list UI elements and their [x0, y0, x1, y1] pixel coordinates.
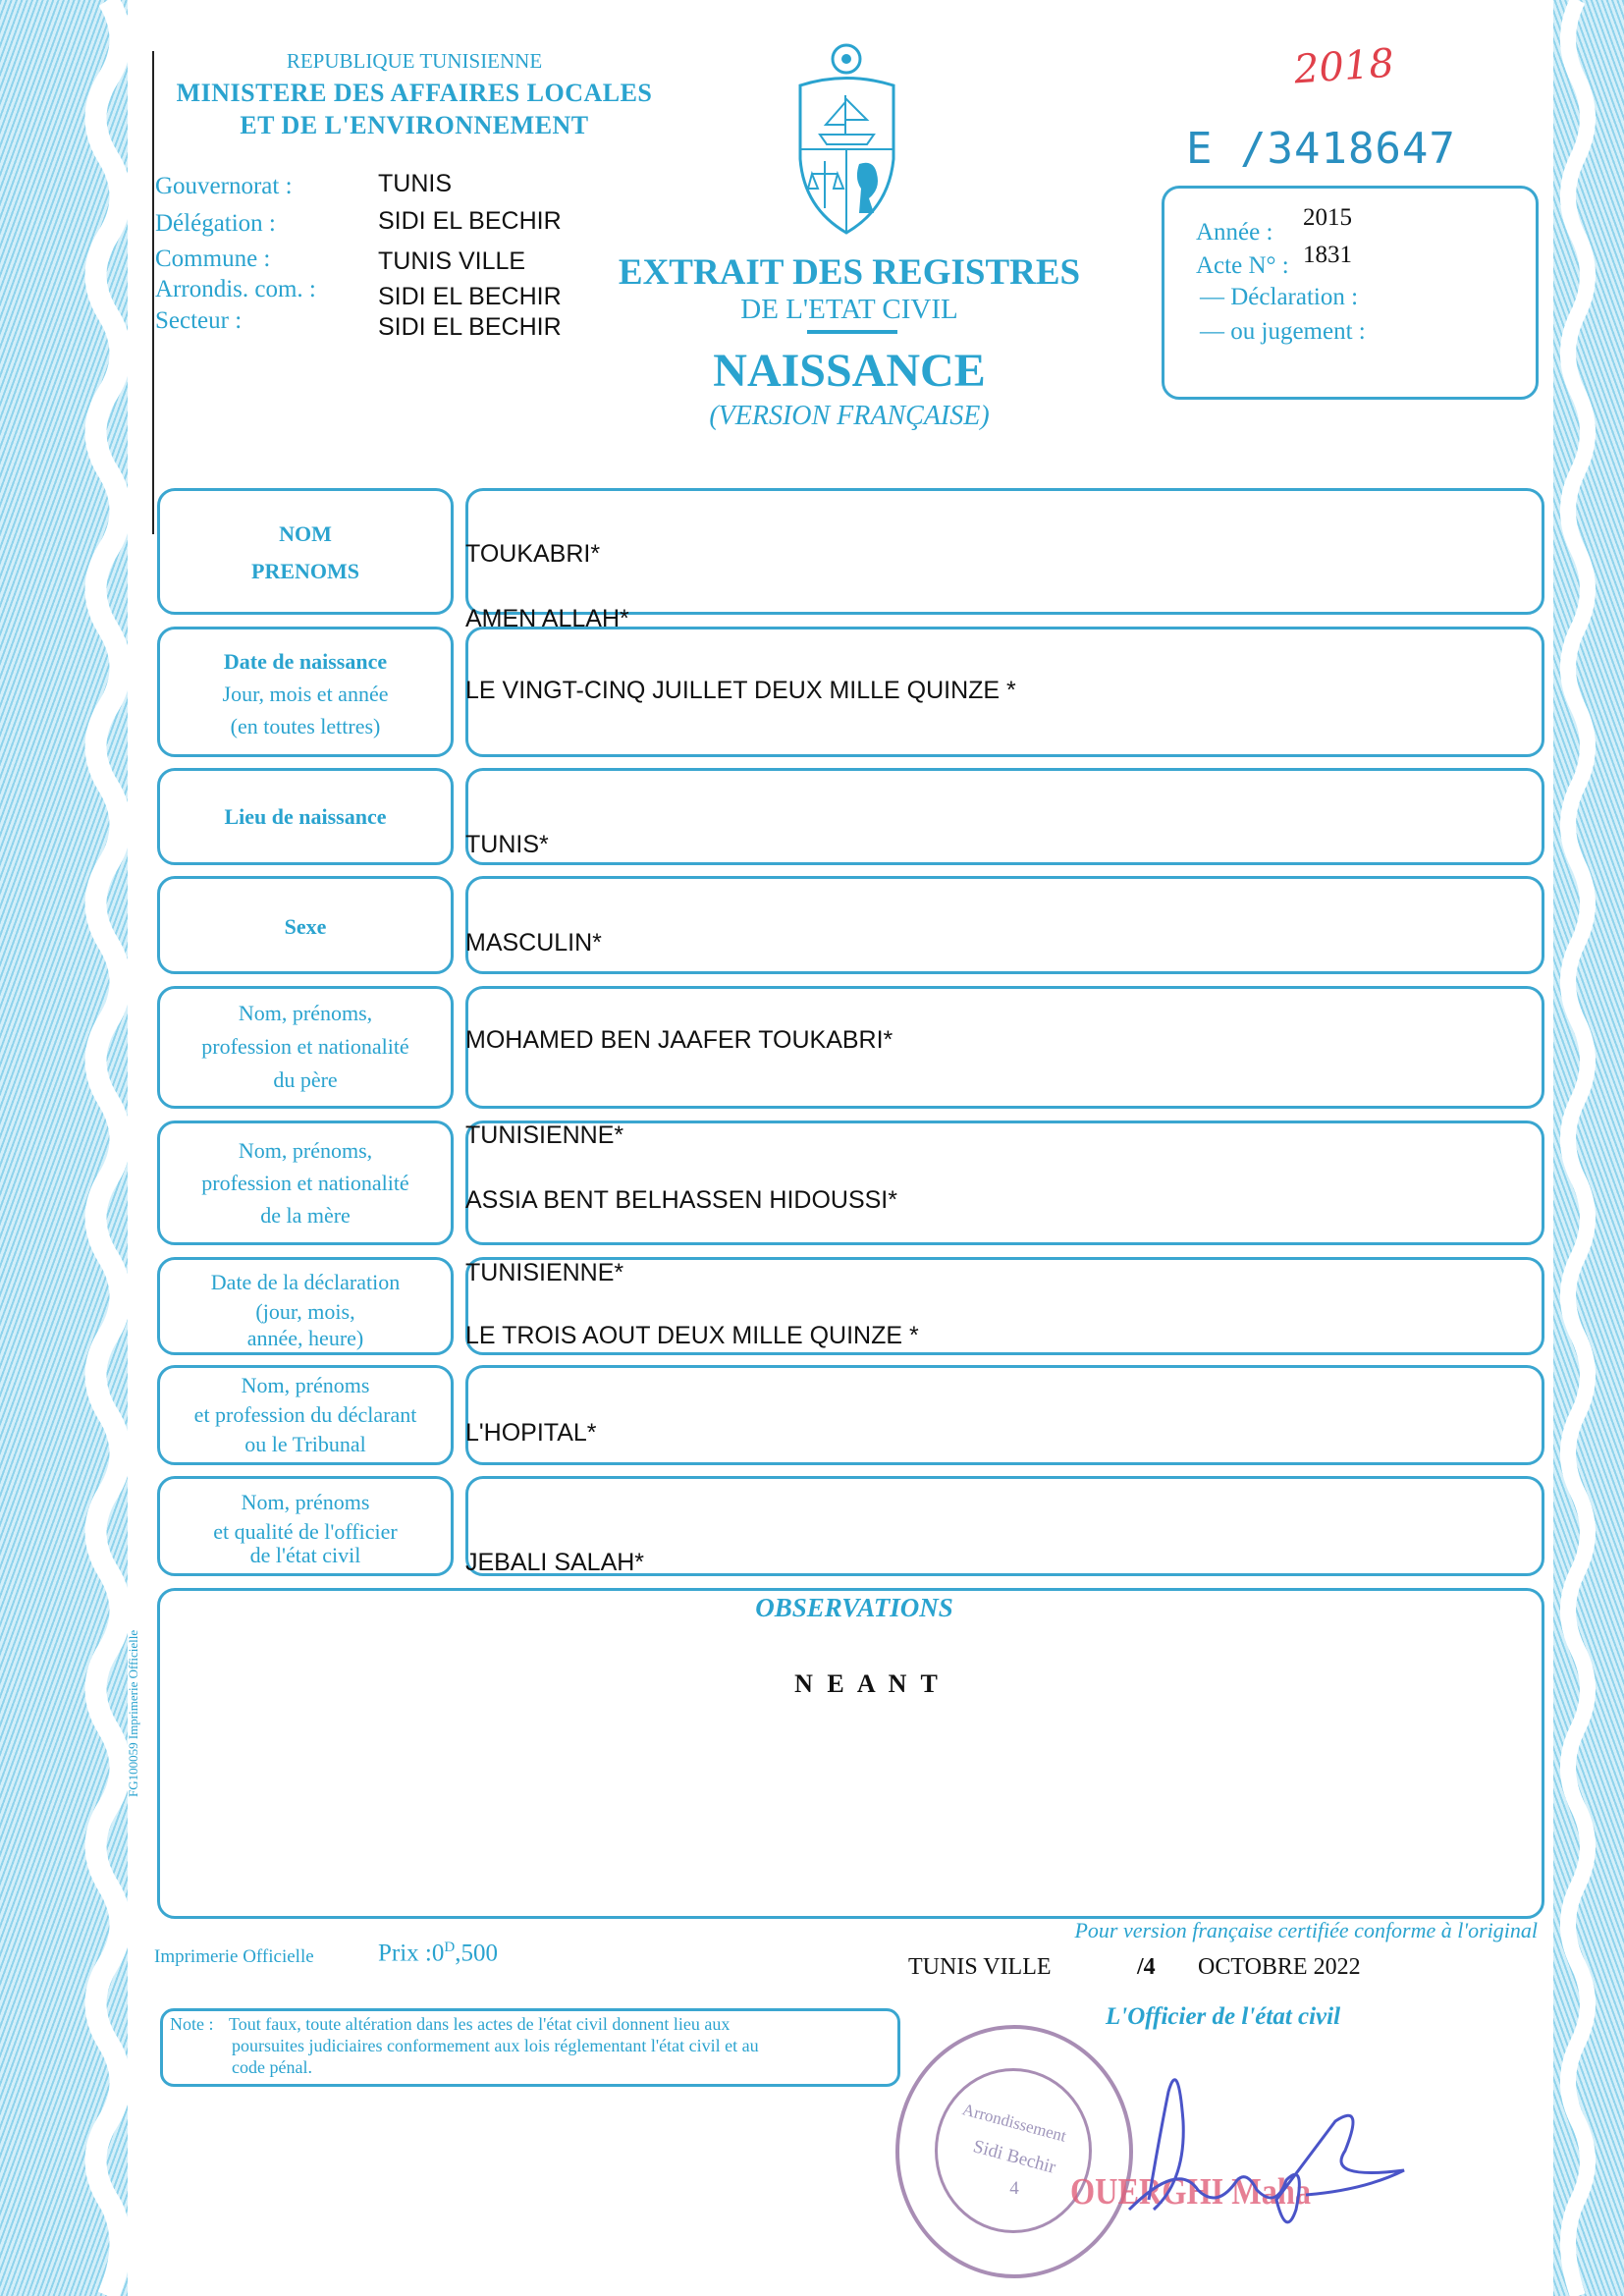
note-line-2: poursuites judiciaires conformement aux lois réglementant l'état civil et au	[232, 2036, 759, 2055]
label-mere-1: Nom, prénoms,	[238, 1138, 373, 1163]
side-print-code: FG100059 Imprimerie Officielle	[126, 1629, 140, 1797]
observations-text: N E A N T	[794, 1669, 938, 1698]
observations-box	[157, 1588, 1544, 1919]
label-mere-2: profession et nationalité	[201, 1171, 409, 1195]
label-date-naissance-3: (en toutes lettres)	[230, 714, 381, 738]
value-date-naissance: LE VINGT-CINQ JUILLET DEUX MILLE QUINZE *	[465, 677, 1016, 704]
ministry-heading-1: MINISTERE DES AFFAIRES LOCALES	[176, 79, 653, 107]
title-naissance: NAISSANCE	[713, 345, 986, 397]
commune-value: TUNIS VILLE	[378, 247, 526, 275]
label-officier-3: de l'état civil	[249, 1543, 361, 1567]
official-stamp	[895, 2025, 1133, 2278]
annee-label: Année :	[1196, 219, 1273, 246]
label-pere-3: du père	[273, 1067, 338, 1092]
value-pere-nationalite: TUNISIENNE*	[465, 1121, 624, 1149]
label-declarant-1: Nom, prénoms	[241, 1373, 370, 1397]
label-officier-1: Nom, prénoms	[241, 1490, 370, 1514]
price-value: 0	[431, 1940, 445, 1967]
ministry-heading-2: ET DE L'ENVIRONNEMENT	[240, 111, 589, 139]
value-mere: ASSIA BENT BELHASSEN HIDOUSSI*	[465, 1186, 897, 1214]
day: /4	[1137, 1954, 1156, 1980]
label-declaration-1: Date de la déclaration	[210, 1270, 401, 1294]
note-line-3: code pénal.	[232, 2057, 312, 2077]
wave-border-right	[1553, 0, 1602, 2296]
stamp-arrondissement: Arrondissement	[960, 2100, 1069, 2146]
label-declaration-3: année, heure)	[246, 1326, 364, 1350]
price-unit: D	[444, 1940, 456, 1955]
price-fraction: ,500	[455, 1940, 498, 1967]
delegation-value: SIDI EL BECHIR	[378, 207, 562, 235]
margin-line	[152, 51, 154, 534]
title-version: (VERSION FRANÇAISE)	[709, 401, 990, 431]
value-pere: MOHAMED BEN JAAFER TOUKABRI*	[465, 1026, 893, 1054]
secteur-value: SIDI EL BECHIR	[378, 313, 562, 341]
value-nom: TOUKABRI*	[465, 540, 601, 568]
label-date-naissance-2: Jour, mois et année	[222, 682, 389, 706]
acte-value: 1831	[1303, 242, 1352, 268]
month-year: OCTOBRE 2022	[1198, 1954, 1361, 1980]
stamp-sidi-bechir: Sidi Bechir	[970, 2136, 1058, 2178]
republic-heading: REPUBLIQUE TUNISIENNE	[286, 49, 543, 73]
label-declarant-3: ou le Tribunal	[244, 1432, 366, 1456]
tunisia-coat-of-arms-emblem	[790, 41, 903, 238]
row-1-label-box	[157, 488, 454, 615]
label-lieu-naissance: Lieu de naissance	[224, 804, 387, 829]
value-date-declaration: LE TROIS AOUT DEUX MILLE QUINZE *	[465, 1322, 919, 1349]
delegation-label: Délégation :	[155, 210, 276, 237]
title-divider	[807, 330, 897, 334]
label-officier-2: et qualité de l'officier	[213, 1519, 398, 1544]
row-3-value-box	[465, 768, 1544, 865]
label-sexe: Sexe	[284, 914, 327, 939]
jugement-label: — ou jugement :	[1200, 318, 1366, 345]
label-declaration-2: (jour, mois,	[255, 1299, 355, 1324]
note-label: Note :	[170, 2014, 214, 2034]
observations-title: OBSERVATIONS	[755, 1593, 953, 1622]
place: TUNIS VILLE	[908, 1954, 1052, 1980]
declaration-label: — Déclaration :	[1200, 284, 1359, 310]
row-4-value-box	[465, 876, 1544, 974]
price-label: Prix :	[378, 1940, 432, 1967]
secteur-label: Secteur :	[155, 307, 243, 334]
officer-title: L'Officier de l'état civil	[1106, 2003, 1341, 2030]
title-extrait: EXTRAIT DES REGISTRES	[618, 252, 1081, 293]
value-mere-nationalite: TUNISIENNE*	[465, 1259, 624, 1286]
label-declarant-2: et profession du déclarant	[193, 1402, 417, 1427]
title-etat-civil: DE L'ETAT CIVIL	[740, 294, 958, 325]
label-date-naissance: Date de naissance	[223, 649, 388, 674]
printer-label: Imprimerie Officielle	[154, 1946, 314, 1967]
row-1-value-box	[465, 488, 1544, 615]
value-declarant: L'HOPITAL*	[465, 1419, 597, 1447]
row-8-value-box	[465, 1365, 1544, 1465]
officer-name-stamp: OUERGHI Maha	[1070, 2171, 1311, 2213]
label-nom: NOM	[279, 521, 332, 546]
signature	[1110, 2062, 1424, 2229]
acte-label: Acte N° :	[1196, 252, 1289, 279]
value-sexe: MASCULIN*	[465, 929, 602, 957]
label-mere-3: de la mère	[260, 1203, 351, 1228]
stamp-number: 4	[1009, 2178, 1019, 2199]
label-prenoms: PRENOMS	[251, 559, 359, 583]
value-officier: JEBALI SALAH*	[465, 1549, 645, 1576]
arrondissement-label: Arrondis. com. :	[155, 276, 316, 302]
price	[378, 1940, 498, 1967]
arrondissement-value: SIDI EL BECHIR	[378, 283, 562, 310]
annee-value: 2015	[1303, 204, 1352, 231]
handwritten-year: 2018	[1292, 40, 1396, 93]
commune-label: Commune :	[155, 246, 271, 272]
gouvernorat-label: Gouvernorat :	[155, 173, 293, 199]
gouvernorat-value: TUNIS	[378, 170, 452, 197]
value-prenoms: AMEN ALLAH*	[465, 605, 629, 632]
value-lieu-naissance: TUNIS*	[465, 831, 549, 858]
label-pere-1: Nom, prénoms,	[238, 1001, 373, 1025]
label-pere-2: profession et nationalité	[201, 1034, 409, 1059]
certified-text: Pour version française certifiée conforme à l'original	[1074, 1918, 1538, 1942]
serial-number: E /3418647	[1186, 124, 1456, 174]
row-6-value-box	[465, 1121, 1544, 1245]
note-line-1: Tout faux, toute altération dans les actes de l'état civil donnent lieu aux	[229, 2014, 731, 2034]
